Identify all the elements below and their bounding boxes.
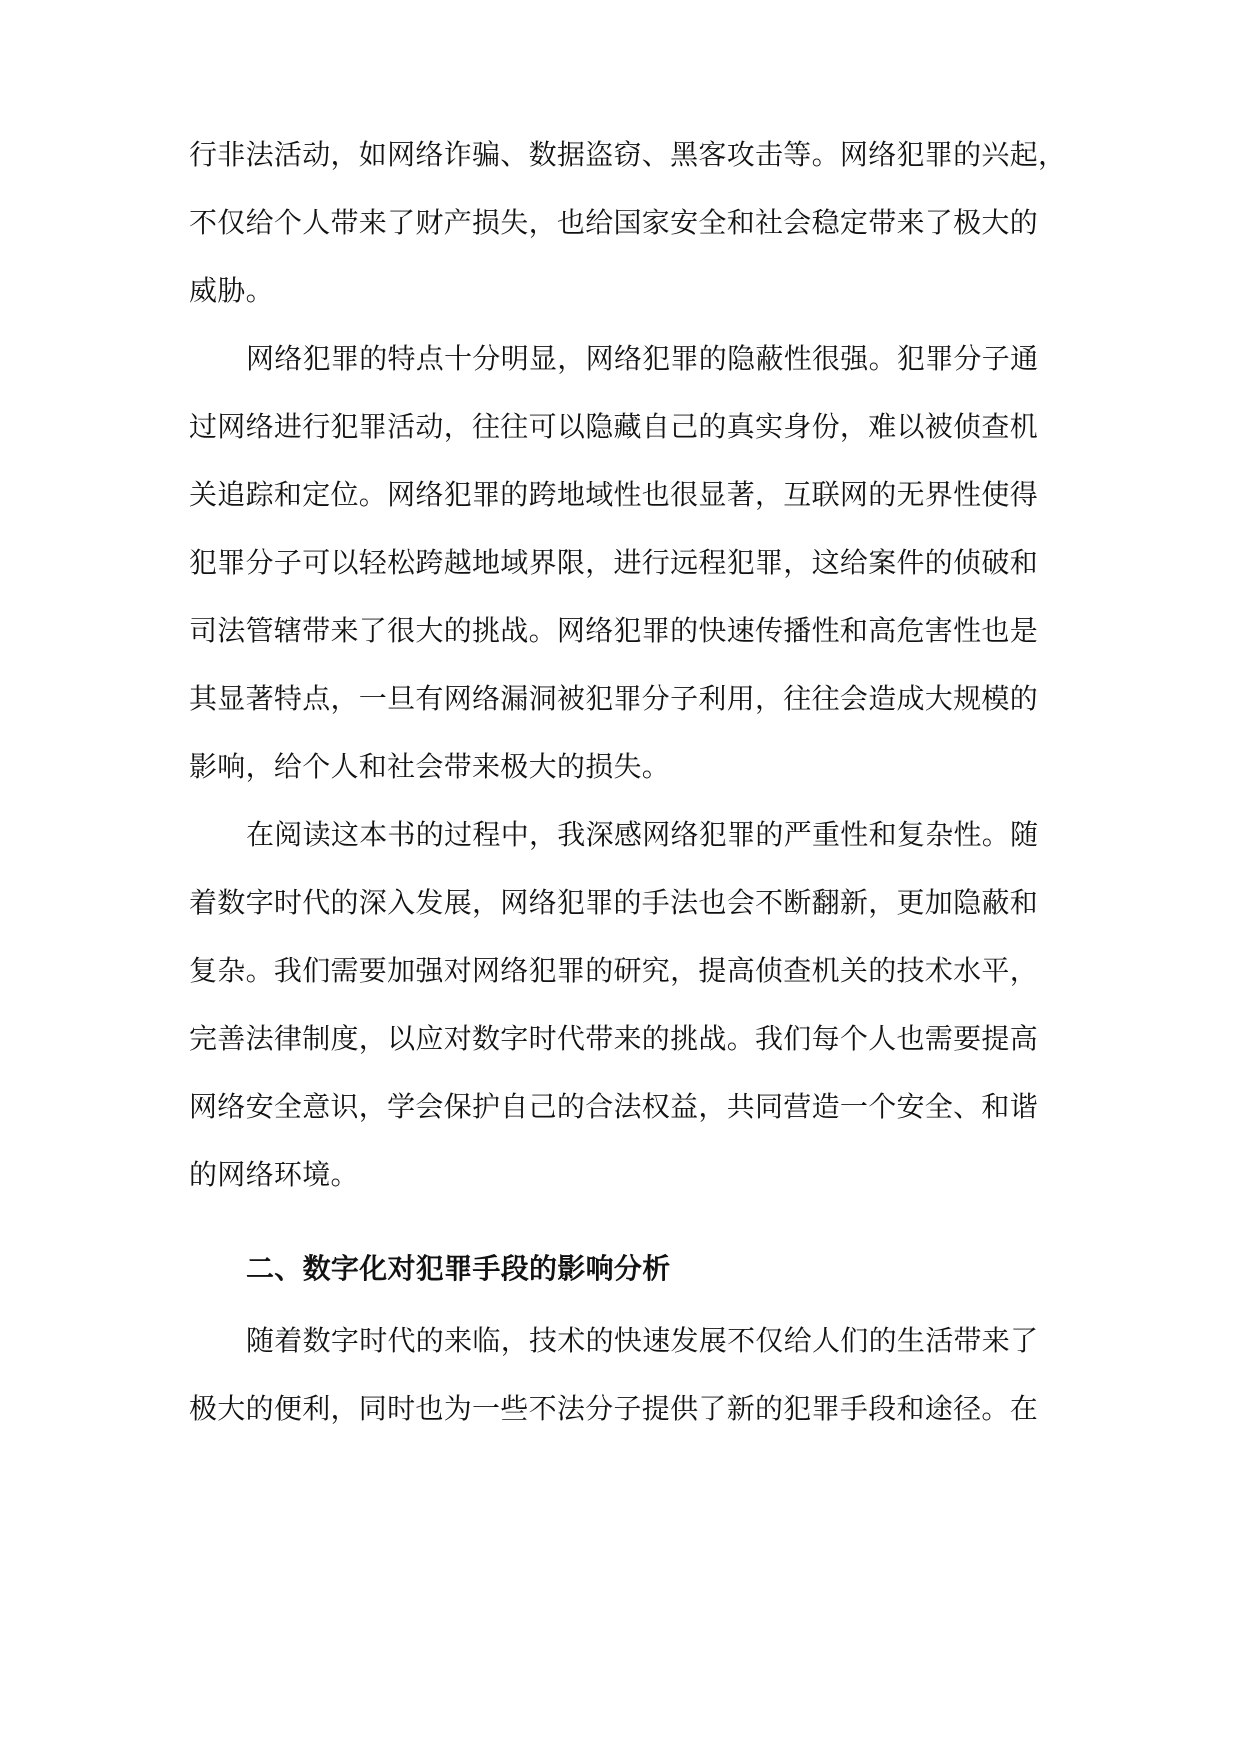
- paragraph-line: 行非法活动，如网络诈骗、数据盗窃、黑客攻击等。网络犯罪的兴起，: [189, 138, 1067, 171]
- paragraph-line: 着数字时代的深入发展，网络犯罪的手法也会不断翻新，更加隐蔽和: [189, 886, 1039, 919]
- paragraph-line: 其显著特点，一旦有网络漏洞被犯罪分子利用，往往会造成大规模的: [189, 682, 1039, 715]
- paragraph-line: 极大的便利，同时也为一些不法分子提供了新的犯罪手段和途径。在: [189, 1392, 1039, 1425]
- paragraph-line: 威胁。: [189, 274, 274, 307]
- paragraph-line: 司法管辖带来了很大的挑战。网络犯罪的快速传播性和高危害性也是: [189, 614, 1039, 647]
- paragraph-line: 随着数字时代的来临，技术的快速发展不仅给人们的生活带来了: [246, 1324, 1039, 1357]
- paragraph-line: 过网络进行犯罪活动，往往可以隐藏自己的真实身份，难以被侦查机: [189, 410, 1039, 443]
- paragraph-line: 完善法律制度，以应对数字时代带来的挑战。我们每个人也需要提高: [189, 1022, 1039, 1055]
- section-heading: 二、数字化对犯罪手段的影响分析: [246, 1252, 671, 1285]
- paragraph-line: 复杂。我们需要加强对网络犯罪的研究，提高侦查机关的技术水平，: [189, 954, 1039, 987]
- paragraph-line: 不仅给个人带来了财产损失，也给国家安全和社会稳定带来了极大的: [189, 206, 1039, 239]
- paragraph-line: 影响，给个人和社会带来极大的损失。: [189, 750, 671, 783]
- paragraph-line: 的网络环境。: [189, 1158, 359, 1191]
- paragraph-line: 在阅读这本书的过程中，我深感网络犯罪的严重性和复杂性。随: [246, 818, 1039, 851]
- paragraph-line: 犯罪分子可以轻松跨越地域界限，进行远程犯罪，这给案件的侦破和: [189, 546, 1039, 579]
- paragraph-line: 网络犯罪的特点十分明显，网络犯罪的隐蔽性很强。犯罪分子通: [246, 342, 1039, 375]
- paragraph-line: 网络安全意识，学会保护自己的合法权益，共同营造一个安全、和谐: [189, 1090, 1039, 1123]
- paragraph-line: 关追踪和定位。网络犯罪的跨地域性也很显著，互联网的无界性使得: [189, 478, 1039, 511]
